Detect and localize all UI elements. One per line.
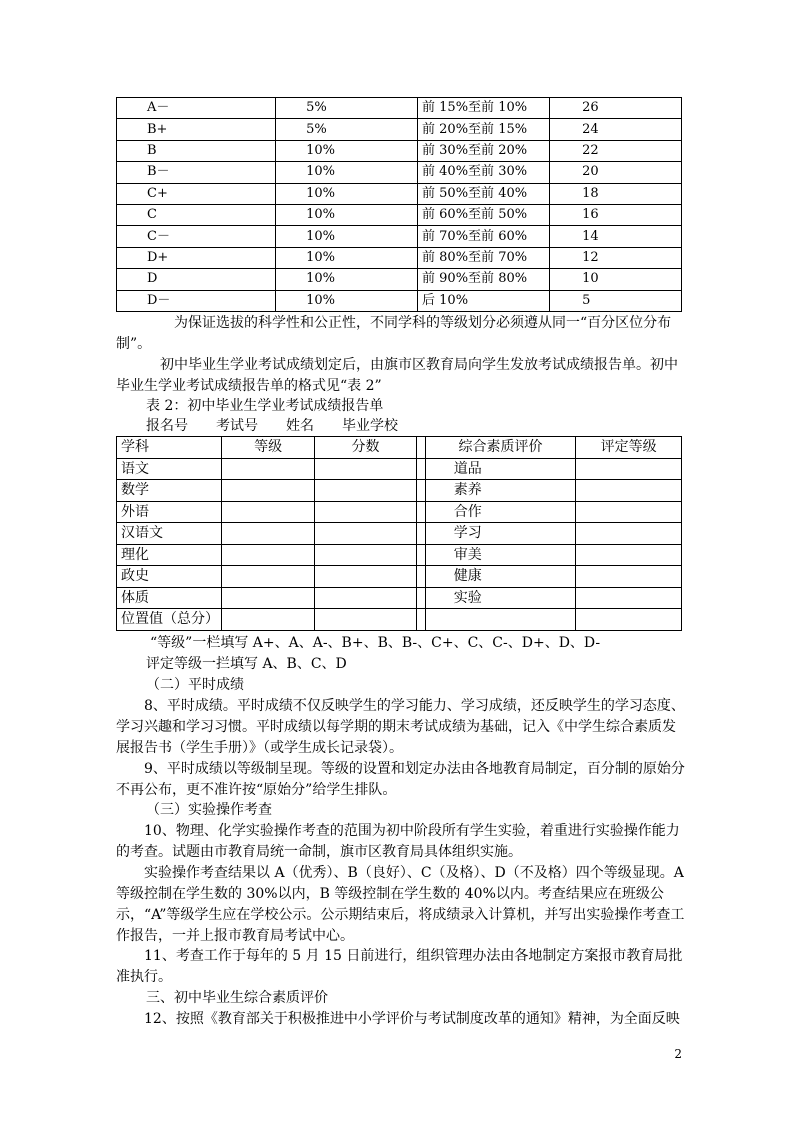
table-cell	[315, 458, 417, 480]
table-row	[117, 609, 682, 631]
table-row	[117, 140, 682, 161]
table-cell: 位置值（总分）	[117, 609, 222, 631]
table-cell	[417, 544, 426, 566]
table-row	[117, 269, 682, 290]
table-cell	[417, 523, 426, 545]
table-cell: 审美	[425, 544, 575, 566]
table-cell: 5%	[276, 119, 418, 140]
table-header-cell: 学科	[117, 437, 222, 459]
table-cell: 前 50%至前 40%	[418, 183, 550, 204]
table-row	[117, 247, 682, 268]
table-cell	[576, 566, 682, 588]
table-cell: 10%	[276, 290, 418, 311]
table-cell	[576, 544, 682, 566]
table-cell: 健康	[425, 566, 575, 588]
table-cell: C	[117, 204, 276, 225]
table-cell	[222, 566, 315, 588]
table-cell	[315, 480, 417, 502]
table-cell: 10%	[276, 140, 418, 161]
table-cell: B+	[117, 119, 276, 140]
table-cell	[315, 587, 417, 609]
table-cell: 22	[550, 140, 682, 161]
table-cell: 前 30%至前 20%	[418, 140, 550, 161]
table-row	[117, 119, 682, 140]
table-cell	[222, 609, 315, 631]
table-cell	[222, 501, 315, 523]
table-cell: D+	[117, 247, 276, 268]
table-cell: 18	[550, 183, 682, 204]
table-cell	[315, 523, 417, 545]
paragraph-9: 9、平时成绩以等级制呈现。等级的设置和划定办法由各地教育局制定，百分制的原始分不再公布，更不准许按“原始分”给学生排队。	[116, 761, 685, 798]
table-row	[117, 290, 682, 311]
table-cell: 实验	[425, 587, 575, 609]
table-row	[117, 480, 682, 502]
table-cell: 10%	[276, 269, 418, 290]
table-cell	[315, 501, 417, 523]
table-cell: 语文	[117, 458, 222, 480]
table-cell: 5%	[276, 98, 418, 119]
table-cell: 10%	[276, 204, 418, 225]
table-header-cell: 分数	[315, 437, 417, 459]
table-row	[117, 204, 682, 225]
table-cell	[417, 587, 426, 609]
table-cell: B－	[117, 162, 276, 183]
table-cell: 10%	[276, 183, 418, 204]
paragraph-10: 10、物理、化学实验操作考查的范围为初中阶段所有学生实验，着重进行实验操作能力的考查。试题由市教育局统一命制，旗市区教育局具体组织实施。	[116, 823, 680, 860]
table-cell: 后 10%	[418, 290, 550, 311]
page-number: 2	[674, 1047, 682, 1061]
table-cell: 外语	[117, 501, 222, 523]
table-cell: D	[117, 269, 276, 290]
table-cell	[417, 609, 426, 631]
table-cell: 12	[550, 247, 682, 268]
table-cell: C－	[117, 226, 276, 247]
table-header-cell: 评定等级	[576, 437, 682, 459]
table-cell: 理化	[117, 544, 222, 566]
table-row	[117, 183, 682, 204]
paragraph-10b: 实验操作考查结果以 A（优秀）、B（良好）、C（及格）、D（不及格）四个等级显现。A 等级控制在学生数的 30%以内，B 等级控制在学生数的 40%以内。考查结果应在班级公示，“A”等级学生应在学校公示。公示期结束后，将成绩录入计算机，并写出实验操作考查工作报告，一并上报市教育局考试中心。	[116, 865, 685, 944]
table-cell: 20	[550, 162, 682, 183]
table-cell	[576, 523, 682, 545]
table-row	[117, 98, 682, 119]
table-row	[117, 523, 682, 545]
section-heading-experiment: （三）实验操作考查	[146, 802, 272, 818]
table-cell	[576, 458, 682, 480]
table-cell: 学习	[425, 523, 575, 545]
table-header-cell: 等级	[222, 437, 315, 459]
table-cell: 24	[550, 119, 682, 140]
table-cell: 前 70%至前 60%	[418, 226, 550, 247]
table-cell: 前 60%至前 50%	[418, 204, 550, 225]
table-cell	[417, 566, 426, 588]
table-row	[117, 226, 682, 247]
table-cell: A－	[117, 98, 276, 119]
table-cell: 素养	[425, 480, 575, 502]
table-cell: 合作	[425, 501, 575, 523]
table-cell: 10%	[276, 226, 418, 247]
section-heading-quality-evaluation: 三、初中毕业生综合素质评价	[146, 990, 328, 1006]
report-card-table	[116, 436, 682, 631]
paragraph-8: 8、平时成绩。平时成绩不仅反映学生的学习能力、学习成绩，还反映学生的学习态度、学习兴趣和学习习惯。平时成绩以每学期的期末考试成绩为基础，记入《中学生综合素质发展报告书（学生手册）》（或学生成长记录袋）。	[116, 698, 685, 756]
section-heading-regular-scores: （二）平时成绩	[146, 677, 244, 693]
table-header-cell: 综合素质评价	[425, 437, 575, 459]
table-cell: D－	[117, 290, 276, 311]
table-cell	[576, 609, 682, 631]
table-cell: 前 80%至前 70%	[418, 247, 550, 268]
table-cell: 10%	[276, 247, 418, 268]
table-cell: 10%	[276, 162, 418, 183]
table-cell	[222, 480, 315, 502]
table-cell: 26	[550, 98, 682, 119]
table-cell: 5	[550, 290, 682, 311]
paragraph-fairness: 为保证选拔的科学性和公正性，不同学科的等级划分必须遵从同一“百分区位分布制”。	[116, 315, 672, 352]
table-cell: 前 20%至前 15%	[418, 119, 550, 140]
table-cell	[417, 501, 426, 523]
table-header-row	[117, 437, 682, 459]
paragraph-report-card: 初中毕业生学业考试成绩划定后，由旗市区教育局向学生发放考试成绩报告单。初中毕业生学业考试成绩报告单的格式见“表 2”	[116, 357, 678, 394]
table-cell	[417, 480, 426, 502]
paragraph-11: 11、考查工作于每年的 5 月 15 日前进行，组织管理办法由各地制定方案报市教育局批准执行。	[116, 948, 683, 985]
table-cell	[576, 587, 682, 609]
table-cell	[222, 458, 315, 480]
table-row	[117, 544, 682, 566]
table-row	[117, 501, 682, 523]
table-cell	[222, 523, 315, 545]
table-header-cell	[417, 437, 426, 459]
table-cell	[222, 587, 315, 609]
table-cell: C+	[117, 183, 276, 204]
table-cell: 道品	[425, 458, 575, 480]
paragraph-12: 12、按照《教育部关于积极推进中小学评价与考试制度改革的通知》精神，为全面反映	[144, 1011, 680, 1027]
table-cell	[222, 544, 315, 566]
table-cell: 14	[550, 226, 682, 247]
table-cell: 数学	[117, 480, 222, 502]
table-cell	[417, 458, 426, 480]
table-cell: B	[117, 140, 276, 161]
table-cell: 10	[550, 269, 682, 290]
table-cell: 政史	[117, 566, 222, 588]
table-cell	[425, 609, 575, 631]
table-cell	[576, 501, 682, 523]
table-cell: 16	[550, 204, 682, 225]
grade-distribution-table	[116, 97, 682, 312]
table-cell	[576, 480, 682, 502]
note-evaluation-grade: 评定等级一拦填写 A、B、C、D	[146, 656, 347, 672]
table-row	[117, 587, 682, 609]
table-cell: 前 15%至前 10%	[418, 98, 550, 119]
table-row	[117, 566, 682, 588]
table2-fields: 报名号 考试号 姓名 毕业学校	[146, 418, 398, 434]
table-cell	[315, 544, 417, 566]
table-row	[117, 458, 682, 480]
table-row	[117, 162, 682, 183]
table2-caption: 表 2：初中毕业生学业考试成绩报告单	[146, 398, 384, 414]
table-cell: 前 90%至前 80%	[418, 269, 550, 290]
table-cell: 汉语文	[117, 523, 222, 545]
table-cell: 前 40%至前 30%	[418, 162, 550, 183]
note-grade-column: “等级”一栏填写 A+、A、A-、B+、B、B-、C+、C、C-、D+、D、D-	[150, 635, 601, 651]
table-cell: 体质	[117, 587, 222, 609]
table-cell	[315, 609, 417, 631]
table-cell	[315, 566, 417, 588]
